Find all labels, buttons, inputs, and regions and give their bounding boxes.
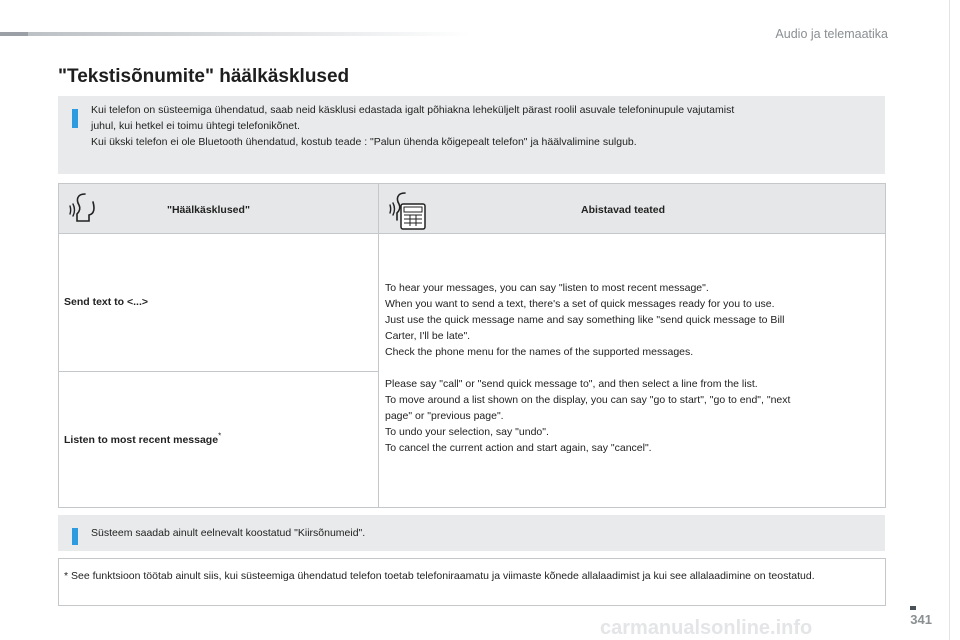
info-box-connection [58,96,885,174]
voice-command-table [58,183,886,508]
footnote-text: * See funktsioon töötab ainult siis, kui süsteemiga ühendatud telefon toetab telefoniraamatu ja viimaste kõnede allalaadimist ja kui see allalaadimine on teostatud. [64,570,815,582]
watermark-text: carmanualsonline.info [600,617,813,639]
response-line: Check the phone menu for the names of the supported messages. [385,346,694,358]
info-text: Süsteem saadab ainult eelnevalt koostatud "Kiirsõnumeid". [91,527,366,539]
response-line: Carter, I'll be late". [385,330,471,342]
command-text: Listen to most recent message [64,434,219,446]
section-label: Audio ja telemaatika [775,27,888,41]
header-rule-accent [0,32,28,36]
command-send-text: Send text to <...> [64,296,149,308]
response-line: To undo your selection, say "undo". [385,426,549,438]
response-paragraph [385,376,875,456]
footnote-mark: * [218,431,222,441]
response-line: When you want to send a text, there's a set of quick messages ready for you to use. [385,298,775,310]
info-line: juhul, kui hetkel ei toimu ühtegi telefonikõnet. [91,120,300,132]
header-cell-messages [379,184,885,234]
info-icon [72,106,78,128]
response-line: To move around a list shown on the display, you can say "go to start", "go to end", "next [385,394,791,406]
page-edge-rule [949,0,950,640]
response-line: To hear your messages, you can say "listen to most recent message". [385,282,709,294]
header-label-messages: Abistavad teated [581,204,666,216]
response-paragraph [385,280,875,360]
response-line: Just use the quick message name and say something like "send quick message to Bill [385,314,785,326]
info-line: Kui telefon on süsteemiga ühendatud, saab neid käsklusi edastada igalt põhiakna leheküljelt pärast roolil asuvale telefoninupule vajutamist [91,104,735,116]
response-line: Please say "call" or "send quick message to", and then select a line from the list. [385,378,758,390]
page-title: "Tekstisõnumite" häälkäsklused [58,66,350,87]
info-line: Kui ükski telefon ei ole Bluetooth ühendatud, kostub teade : "Palun ühenda kõigepealt telefon" ja häälvalimine sulgub. [91,136,637,148]
command-listen-message [64,431,222,446]
response-line: To cancel the current action and start again, say "cancel". [385,442,652,454]
page-number: 341 [910,612,932,627]
header-rule [0,32,470,36]
info-box-quick-messages [58,515,885,551]
voice-command-icon [65,190,101,226]
header-cell-commands [59,184,378,234]
voice-display-icon [385,190,429,232]
header-label-commands: "Häälkäsklused" [167,204,250,216]
info-icon [72,525,78,545]
info-text [91,102,871,150]
response-line: page" or "previous page". [385,410,504,422]
row-divider [59,371,378,372]
footnote-box [58,558,886,606]
watermark-logo [600,616,940,640]
